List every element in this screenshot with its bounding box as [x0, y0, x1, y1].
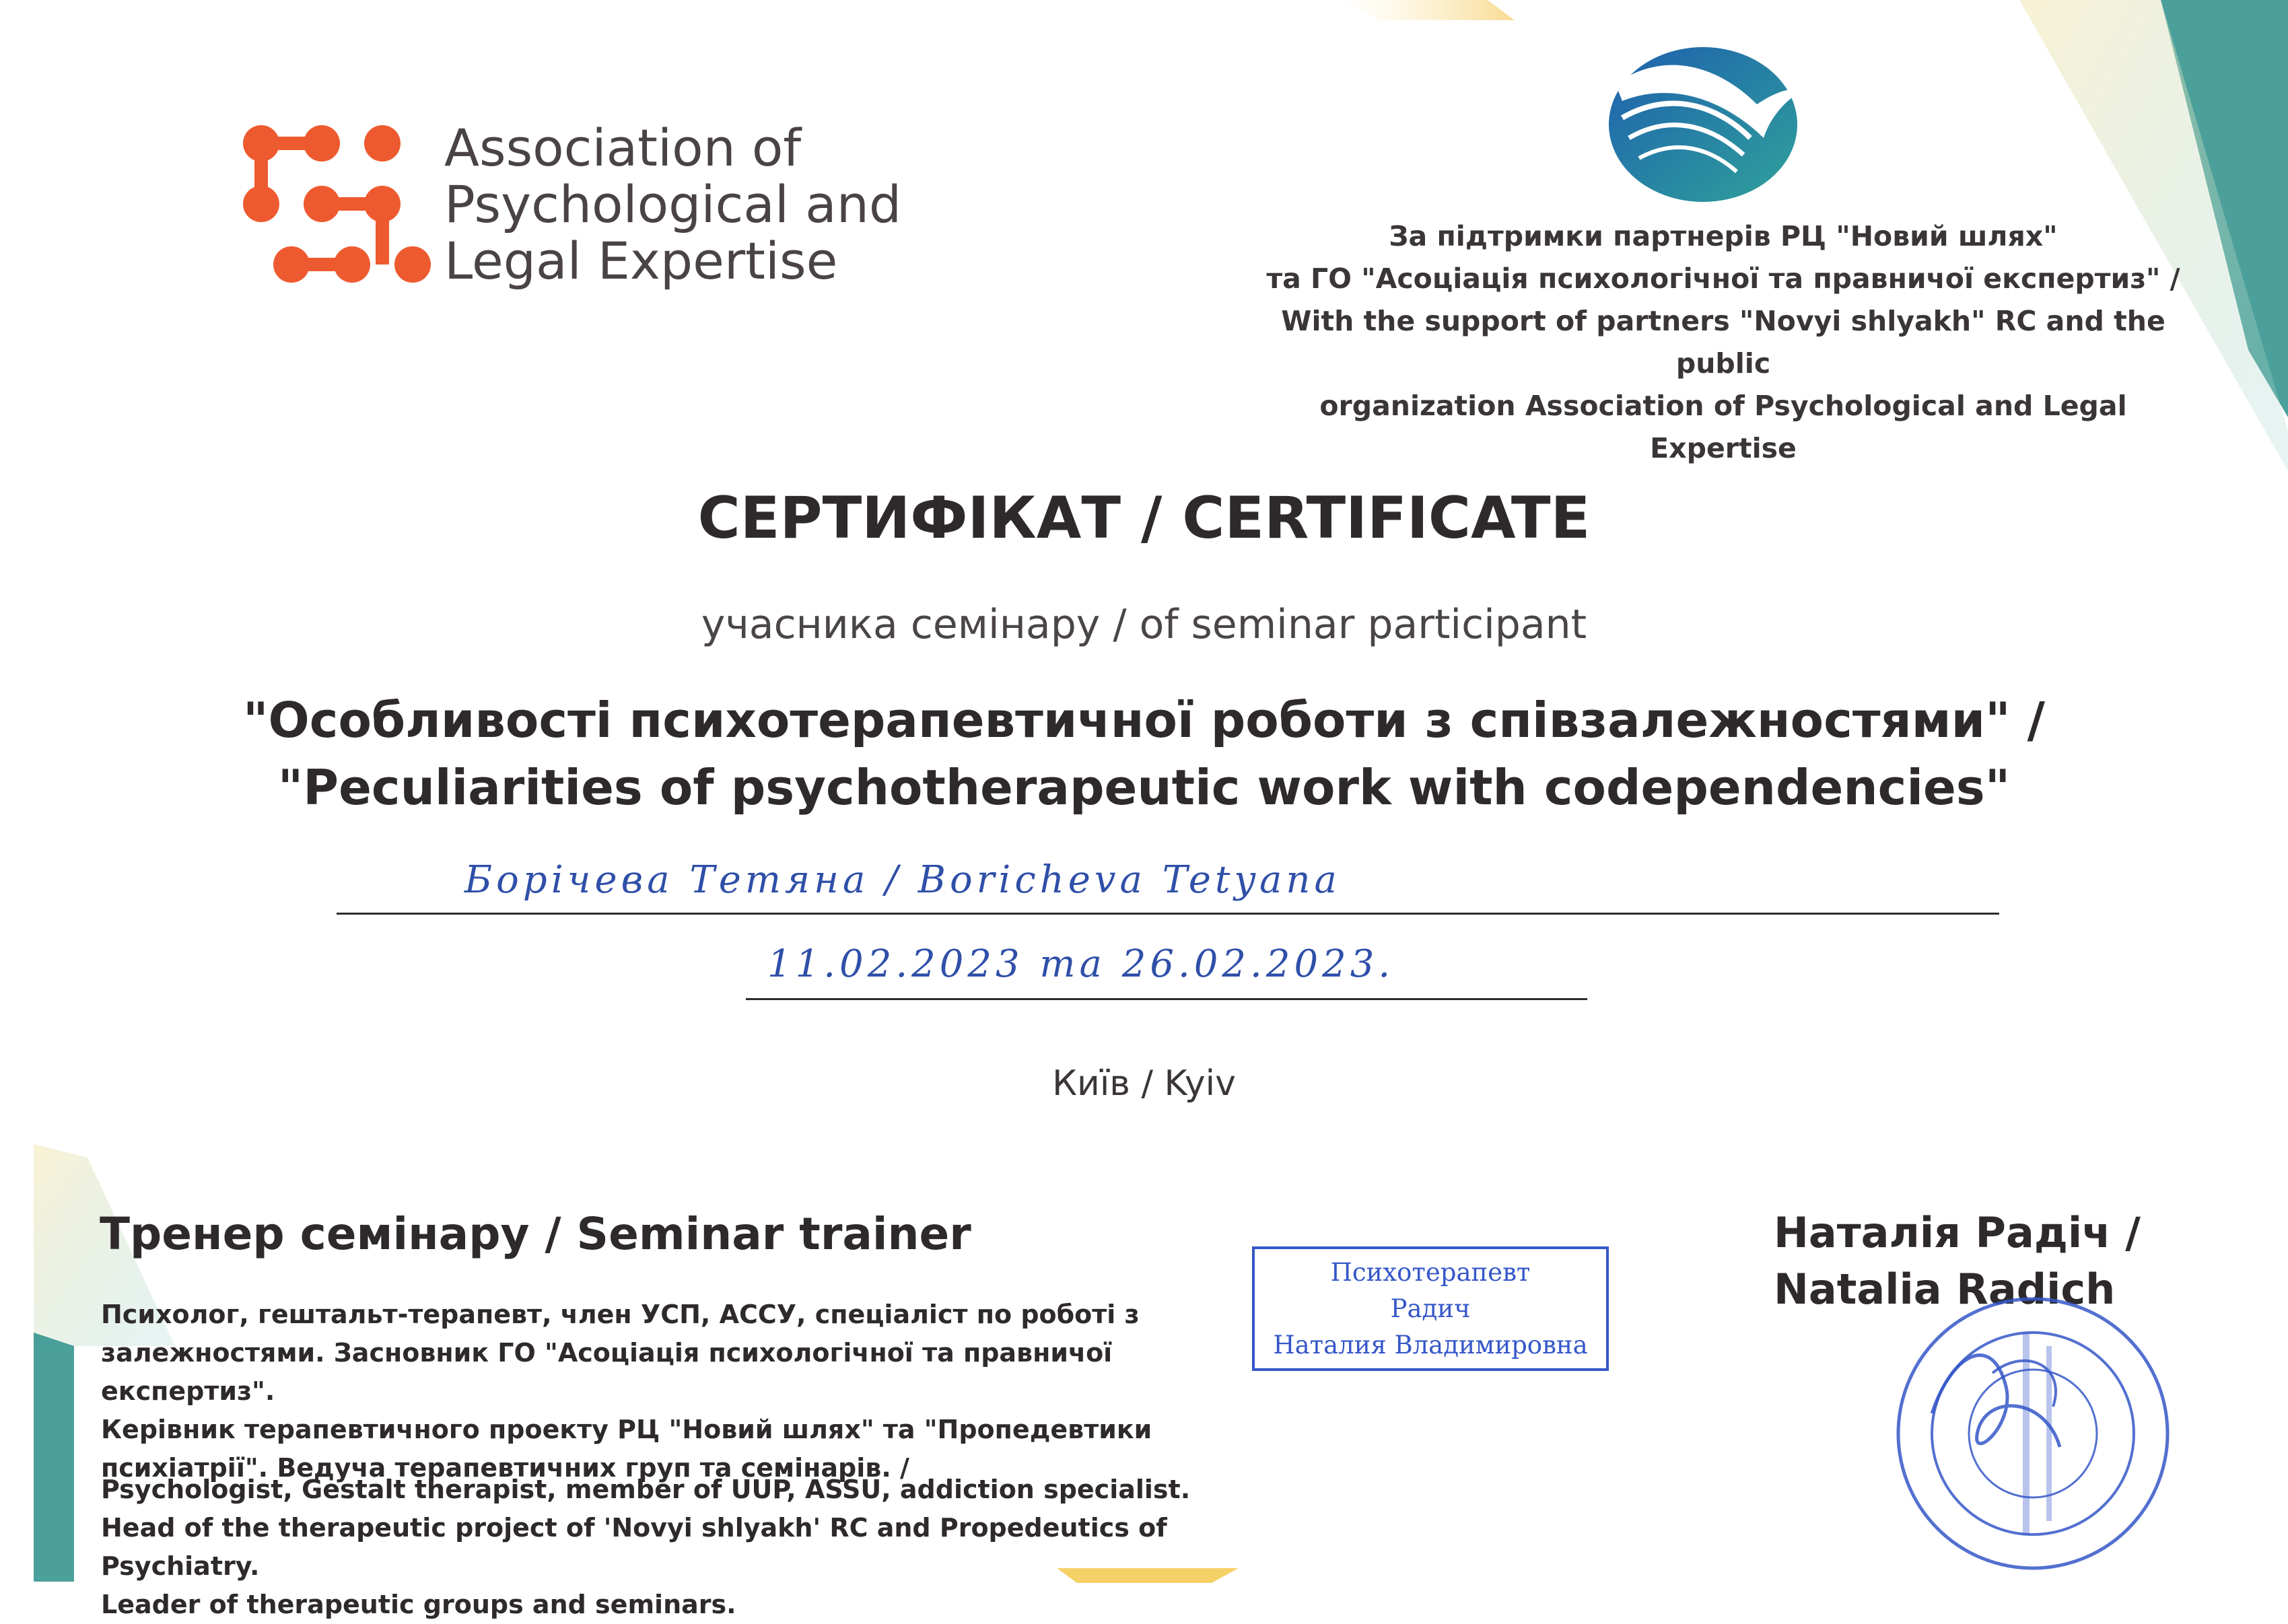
certificate-title: СЕРТИФІКАТ / CERTIFICATE — [697, 485, 1591, 552]
bio-line: Head of the therapeutic project of 'Novyi shlyakh' RC and Propedeutics of Psychiatry. — [101, 1513, 1167, 1581]
participant-name-underline — [337, 913, 1999, 915]
stamp-line: Наталия Владимировна — [1273, 1331, 1588, 1360]
bio-line: Leader of therapeutic groups and seminars. — [101, 1590, 736, 1619]
support-statement — [1252, 215, 2194, 470]
stamp-line: Психотерапевт — [1330, 1258, 1531, 1287]
seminar-title-ukrainian: "Особливості психотерапевтичної роботи з співзалежностями" / — [243, 692, 2045, 748]
bio-line: Керівник терапевтичного проекту РЦ "Новий шлях" та "Пропедевтики — [101, 1415, 1152, 1444]
trainer-bio-english — [101, 1471, 1205, 1624]
bio-line: Psychologist, Gestalt therapist, member of UUP, ASSU, addiction specialist. — [101, 1475, 1191, 1504]
seminar-dates-handwritten: 11.02.2023 та 26.02.2023. — [767, 942, 1395, 986]
support-line: With the support of partners "Novyi shlyakh" RC and the public — [1281, 305, 2165, 380]
certificate-subtitle: учасника семінару / of seminar participant — [701, 601, 1587, 648]
seminar-title-english: "Peculiarities of psychotherapeutic work with codependencies" — [277, 759, 2011, 816]
bio-line: Психолог, гештальт-терапевт, член УСП, АССУ, спеціаліст по роботі з — [101, 1300, 1140, 1329]
trainer-bio-ukrainian — [101, 1296, 1205, 1487]
support-line: та ГО "Асоціація психологічної та правничої експертиз" / — [1266, 262, 2180, 295]
support-line: За підтримки партнерів РЦ "Новий шлях" — [1389, 220, 2058, 252]
trainer-heading: Тренер семінару / Seminar trainer — [100, 1208, 971, 1260]
stamp-line: Радич — [1390, 1294, 1471, 1323]
support-line: organization Association of Psychological and Legal Expertise — [1319, 390, 2127, 464]
bio-line: психіатрії". Ведуча терапевтичних груп та семінарів. / — [101, 1453, 909, 1483]
participant-name-handwritten: Борічева Тетяна / Boricheva Tetyana — [464, 858, 1341, 902]
association-logo-icon — [242, 125, 438, 299]
bio-line: залежностями. Засновник ГО "Асоціація психологічної та правничої експертиз". — [101, 1338, 1113, 1406]
trainer-name: Наталія Радіч / Natalia Radich — [1774, 1208, 2141, 1314]
city: Київ / Kyiv — [1052, 1063, 1236, 1104]
rectangular-stamp — [1252, 1246, 1609, 1371]
dates-underline — [746, 998, 1587, 1000]
association-logo-text: Association of Psychological and Legal Expertise — [444, 118, 902, 291]
dove-logo-icon — [1602, 37, 1804, 205]
round-seal-icon — [1892, 1292, 2174, 1575]
